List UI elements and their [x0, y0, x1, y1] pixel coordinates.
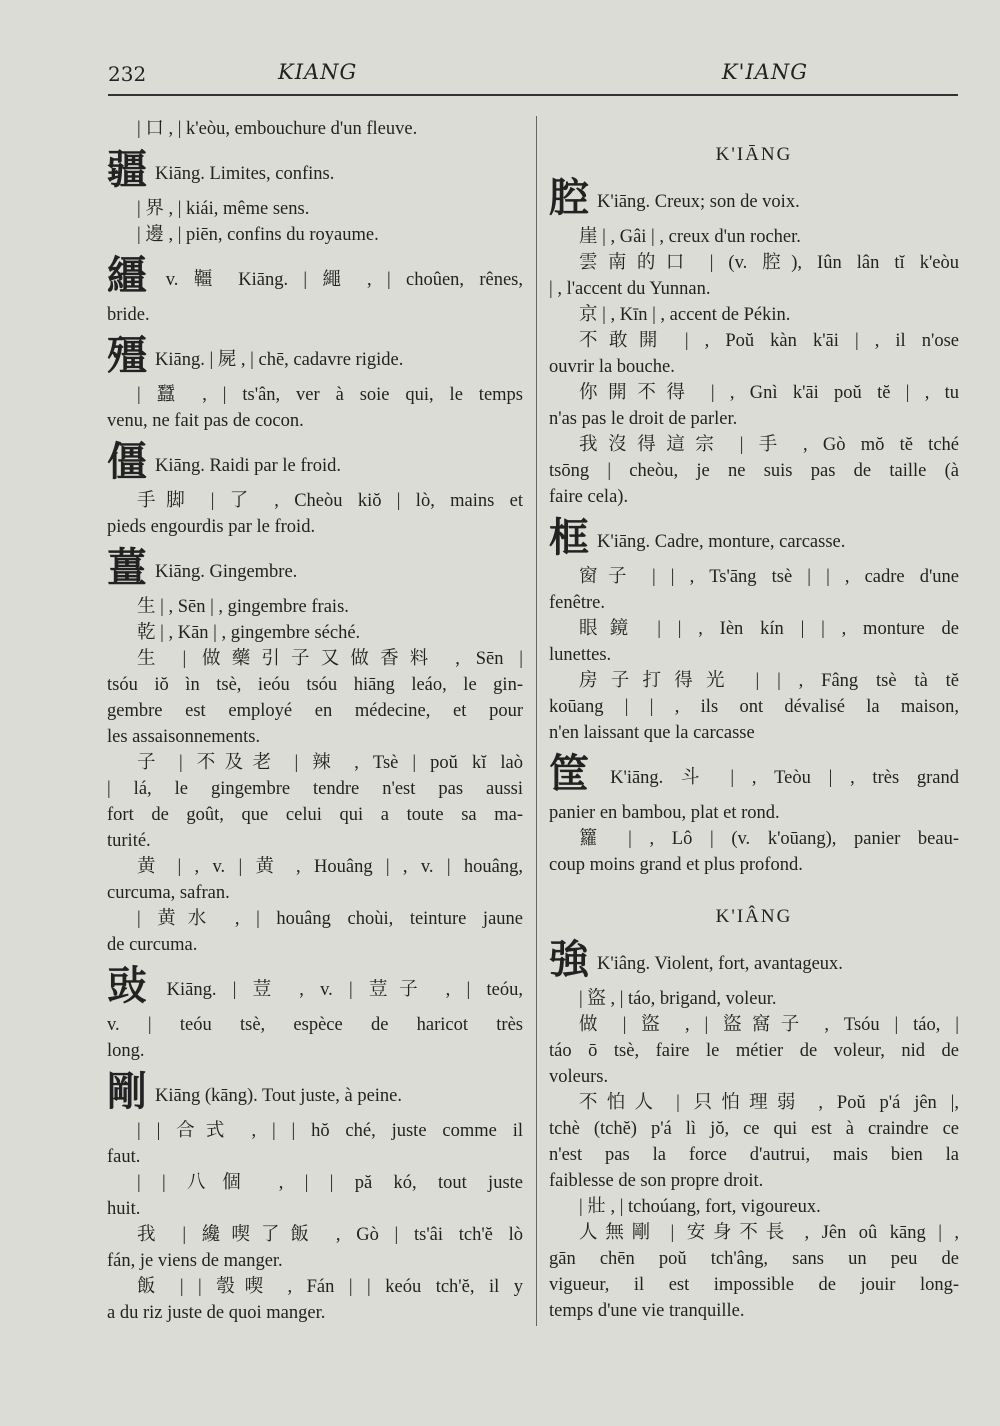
- sub-entry-line: 我 | 纔喫了飯 , Gò | ts'âi tch'ĕ lò: [137, 1225, 523, 1245]
- continuation-line: temps d'une vie tranquille.: [549, 1301, 745, 1321]
- continuation-line: ouvrir la bouche.: [549, 357, 675, 377]
- entry-text: Kiāng. Limites, confins.: [155, 164, 335, 184]
- continuation-line: n'as pas le droit de parler.: [549, 409, 738, 429]
- sub-entry-line: 你開不得 | , Gnì k'āi poŭ tĕ | , tu: [579, 383, 959, 403]
- continuation-line: pieds engourdis par le froid.: [107, 517, 316, 537]
- sub-entry-line: 京 | , Kīn | , accent de Pékin.: [579, 305, 791, 325]
- right-running-head: K'IANG: [721, 60, 808, 84]
- sub-entry-line: | 壯 , | tchoúang, fort, vigoureux.: [579, 1197, 821, 1217]
- headword-character: 強: [549, 938, 589, 983]
- sub-entry-line: 我沒得這宗 | 手 , Gò mŏ tĕ tché: [579, 435, 959, 455]
- headword-character: 剛: [107, 1070, 147, 1115]
- sub-entry-line: 不怕人 | 只怕理弱 , Poŭ p'á jên |,: [579, 1093, 959, 1113]
- sub-entry-line: 眼鏡 | | , Ièn kín | | , monture de: [579, 619, 959, 639]
- entry-headword-line: [107, 254, 523, 302]
- sub-entry-line: 乾 | , Kān | , gingembre séché.: [137, 623, 361, 643]
- continuation-line: huit.: [107, 1199, 141, 1219]
- headword-character: 腔: [549, 176, 589, 221]
- entry-text: K'iāng. 斗 | , Teòu | , très grand: [610, 768, 959, 788]
- column-divider: [536, 116, 537, 1326]
- headword-character: 䜴: [107, 964, 159, 1009]
- continuation-line: long.: [107, 1041, 145, 1061]
- sub-entry-line: 不敢開 | , Poŭ kàn k'āi | , il n'ose: [579, 331, 959, 351]
- sub-entry-line: 籮 | , Lô | (v. k'oūang), panier beau-: [579, 829, 959, 849]
- continuation-line: fort de goût, que celui qui a toute sa ma-: [107, 805, 523, 825]
- headword-character: 筐: [549, 752, 603, 797]
- sub-entry-line: 手脚 | 了 , Cheòu kiŏ | lò, mains et: [137, 491, 523, 511]
- headword-character: 僵: [107, 440, 147, 485]
- continuation-line: koūang | | , ils ont dévalisé la maison,: [549, 697, 959, 717]
- sub-entry-line: | 邊 , | piēn, confins du royaume.: [137, 225, 379, 245]
- continuation-line: venu, ne fait pas de cocon.: [107, 411, 304, 431]
- right-column: [549, 116, 959, 1324]
- entry-headword-line: [549, 938, 959, 986]
- sub-entry-line: 窗子 | | , Ts'āng tsè | | , cadre d'une: [579, 567, 959, 587]
- entry-headword-line: [107, 1070, 523, 1118]
- section-heading: K'IÂNG: [715, 906, 793, 927]
- continuation-line: tsōng | cheòu, je ne suis pas de taille (à: [549, 461, 959, 481]
- continuation-line: voleurs.: [549, 1067, 609, 1087]
- sub-entry-line: | 黄水 , | houâng choùi, teinture jaune: [137, 909, 523, 929]
- entry-text: K'iāng. Cadre, monture, carcasse.: [597, 532, 846, 552]
- entry-text: K'iâng. Violent, fort, avantageux.: [597, 954, 843, 974]
- sub-entry-line: 生 | 做藥引子又做香料 , Sēn |: [137, 649, 523, 669]
- sub-entry-line: 子 | 不及老 | 辣 , Tsè | poŭ kĭ laò: [137, 753, 523, 773]
- entry-headword-line: [549, 176, 959, 224]
- continuation-line: curcuma, safran.: [107, 883, 230, 903]
- continuation-line: faut.: [107, 1147, 141, 1167]
- continuation-line: lunettes.: [549, 645, 612, 665]
- continuation-line: tchè (tchĕ) p'á lì jŏ, ce qui est à craindre ce: [549, 1119, 959, 1139]
- headword-character: 薑: [107, 546, 147, 591]
- continuation-line: v. | teóu tsè, espèce de haricot très: [107, 1015, 523, 1035]
- entry-headword-line: [107, 334, 523, 382]
- section-heading: K'IĀNG: [715, 144, 793, 165]
- continuation-line: les assaisonnements.: [107, 727, 261, 747]
- entry-text: Kiāng (kāng). Tout juste, à peine.: [155, 1086, 403, 1106]
- page-number: 232: [108, 62, 147, 86]
- continuation-line: | lá, le gingembre tendre n'est pas aussi: [107, 779, 523, 799]
- entry-text: Kiāng. Gingembre.: [155, 562, 298, 582]
- sub-entry-line: | | 八個 , | | pă kó, tout juste: [137, 1173, 523, 1193]
- entry-headword-line: [549, 752, 959, 800]
- continuation-line: a du riz juste de quoi manger.: [107, 1303, 326, 1323]
- continuation-line: n'en laissant que la carcasse: [549, 723, 755, 743]
- headword-character: 繮: [107, 254, 158, 299]
- continuation-line: táo ō tsè, faire le métier de voleur, nid de: [549, 1041, 959, 1061]
- continuation-line: n'est pas la force d'autrui, mais bien la: [549, 1145, 959, 1165]
- sub-entry-line: | 口 , | k'eòu, embouchure d'un fleuve.: [137, 119, 418, 139]
- sub-entry-line: 房子打得光 | | , Fâng tsè tà tĕ: [579, 671, 959, 691]
- left-column: [107, 116, 523, 1326]
- continuation-line: gembre est employé en médecine, et pour: [107, 701, 523, 721]
- sub-entry-line: 人無剛 | 安身不長 , Jên oû kāng | ,: [579, 1223, 959, 1243]
- entry-text: Kiāng. | 屍 , | chē, cadavre rigide.: [155, 350, 404, 370]
- continuation-line: tsóu iŏ ìn tsè, ieóu tsóu hiāng leáo, le gin-: [107, 675, 523, 695]
- entry-headword-line: [107, 440, 523, 488]
- continuation-line: fán, je viens de manger.: [107, 1251, 283, 1271]
- entry-headword-line: [107, 546, 523, 594]
- continuation-line: coup moins grand et plus profond.: [549, 855, 803, 875]
- sub-entry-line: 飯 | | 彀喫 , Fán | | keóu tch'ĕ, il y: [137, 1277, 523, 1297]
- continuation-line: turité.: [107, 831, 151, 851]
- entry-headword-line: [107, 148, 523, 196]
- continuation-line: fenêtre.: [549, 593, 605, 613]
- entry-text: v. 韁 Kiāng. | 繩 , | choûen, rênes,: [165, 270, 523, 290]
- sub-entry-line: | | 合式 , | | hŏ ché, juste comme il: [137, 1121, 523, 1141]
- continuation-line: de curcuma.: [107, 935, 198, 955]
- sub-entry-line: 做 | 盜 , | 盜窩子 , Tsóu | táo, |: [579, 1015, 959, 1035]
- sub-entry-line: 黄 | , v. | 黄 , Houâng | , v. | houâng,: [137, 857, 523, 877]
- sub-entry-line: 崖 | , Gâi | , creux d'un rocher.: [579, 227, 801, 247]
- headword-character: 殭: [107, 334, 147, 379]
- continuation-line: vigueur, il est impossible de jouir long-: [549, 1275, 959, 1295]
- continuation-line: bride.: [107, 305, 150, 325]
- headword-character: 框: [549, 516, 589, 561]
- entry-headword-line: [107, 964, 523, 1012]
- headword-character: 疆: [107, 148, 147, 193]
- sub-entry-line: | 盜 , | táo, brigand, voleur.: [579, 989, 777, 1009]
- continuation-line: gān chēn poŭ tch'âng, sans un peu de: [549, 1249, 959, 1269]
- continuation-line: | , l'accent du Yunnan.: [549, 279, 711, 299]
- entry-text: Kiāng. Raidi par le froid.: [155, 456, 341, 476]
- sub-entry-line: 生 | , Sēn | , gingembre frais.: [137, 597, 349, 617]
- sub-entry-line: 雲南的口 | (v. 腔), Iûn lân tĭ k'eòu: [579, 253, 959, 273]
- left-running-head: KIANG: [278, 60, 358, 84]
- continuation-line: panier en bambou, plat et rond.: [549, 803, 780, 823]
- continuation-line: faire cela).: [549, 487, 629, 507]
- entry-headword-line: [549, 516, 959, 564]
- page-header: [108, 58, 958, 96]
- continuation-line: faiblesse de son propre droit.: [549, 1171, 764, 1191]
- sub-entry-line: | 界 , | kiái, même sens.: [137, 199, 310, 219]
- sub-entry-line: | 蠶 , | ts'ân, ver à soie qui, le temps: [137, 385, 523, 405]
- entry-text: Kiāng. | 荳 , v. | 荳子 , | teóu,: [166, 980, 523, 1000]
- entry-text: K'iāng. Creux; son de voix.: [597, 192, 800, 212]
